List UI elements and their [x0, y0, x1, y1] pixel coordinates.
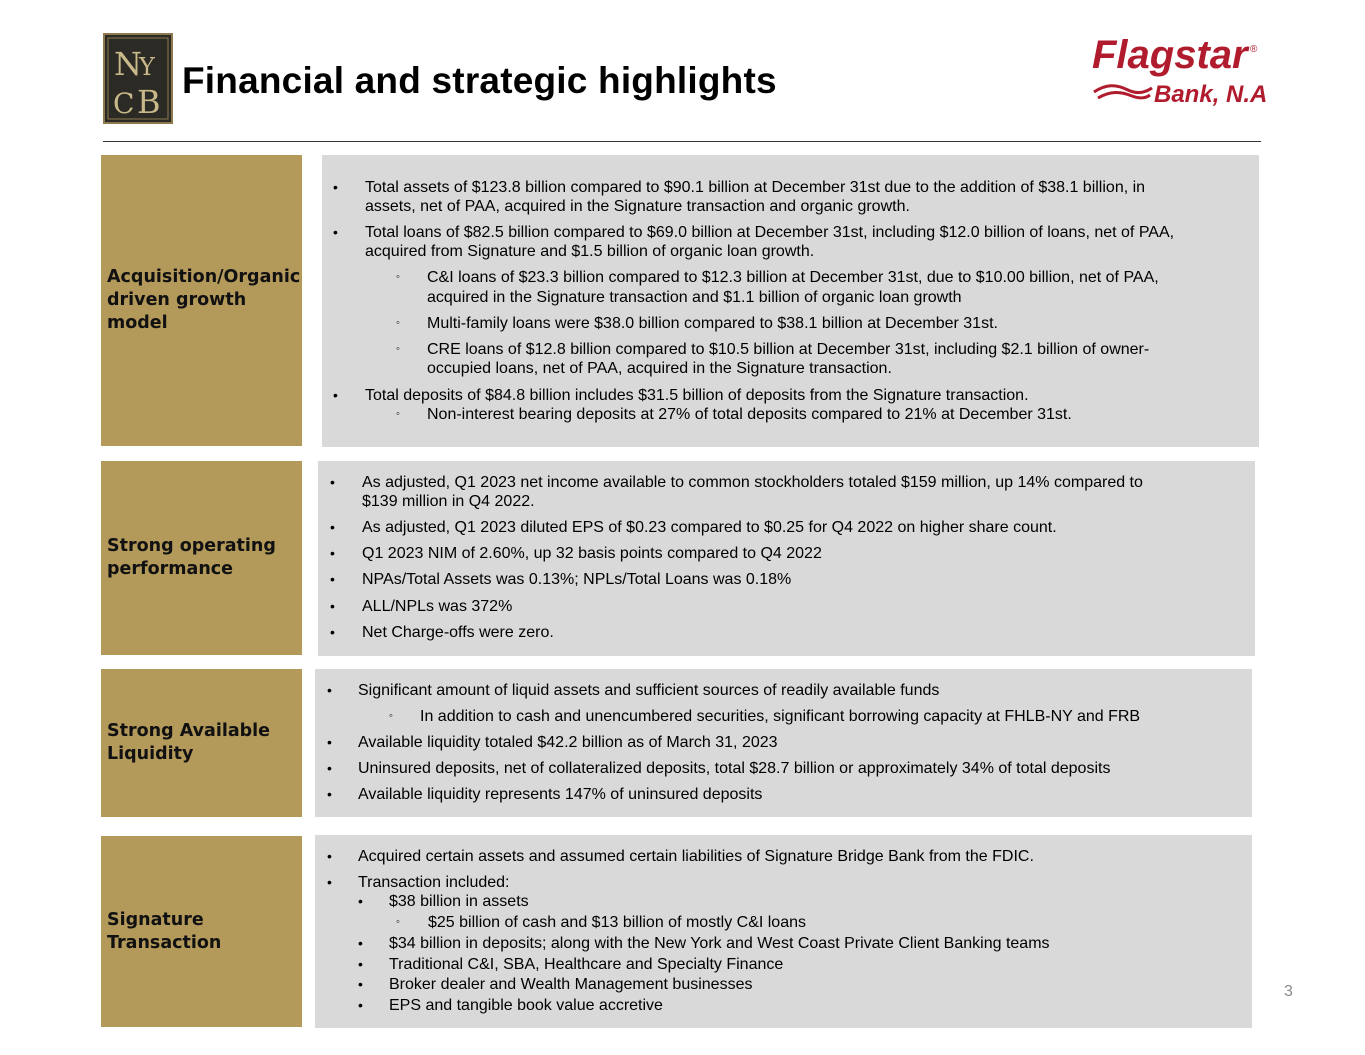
list-item: Traditional C&I, SBA, Healthcare and Specialty Finance: [389, 956, 784, 973]
list-item: Uninsured deposits, net of collateralized deposits, total $28.7 billion or approximately 34% of total deposits: [358, 760, 1111, 777]
section-label-performance: Strong operating performance: [107, 536, 276, 579]
list-item: Total deposits of $84.8 billion includes $31.5 billion of deposits from the Signature transaction.: [365, 387, 1029, 404]
list-item: Q1 2023 NIM of 2.60%, up 32 basis points compared to Q4 2022: [362, 545, 822, 562]
bullet-icon: •: [333, 387, 338, 403]
list-item: C&I loans of $23.3 billion compared to $12.3 billion at December 31st, due to $10.00 billion, net of PAA,: [427, 269, 1159, 286]
list-item: Acquired certain assets and assumed certain liabilities of Signature Bridge Bank from the FDIC.: [358, 848, 1034, 865]
sub-bullet-icon: ◦: [389, 710, 393, 722]
list-item: Multi-family loans were $38.0 billion compared to $38.1 billion at December 31st.: [427, 315, 998, 332]
page-title: Financial and strategic highlights: [182, 60, 777, 101]
bullet-icon: •: [327, 848, 332, 864]
section-label-growth: Acquisition/Organic driven growth model: [107, 267, 301, 333]
svg-text:®: ®: [1250, 44, 1258, 55]
list-item: Non-interest bearing deposits at 27% of total deposits compared to 21% at December 31st.: [427, 406, 1072, 423]
list-item: Broker dealer and Wealth Management businesses: [389, 976, 753, 993]
svg-text:N: N: [114, 45, 142, 83]
bullet-icon: •: [358, 976, 363, 992]
svg-text:Y: Y: [139, 53, 155, 81]
section-label-signature: Signature Transaction: [107, 909, 222, 953]
svg-text:Bank, N.A.: Bank, N.A.: [1154, 81, 1266, 108]
sub-bullet-icon: ◦: [396, 317, 400, 329]
list-item: $34 billion in deposits; along with the New York and West Coast Private Client Banking teams: [389, 935, 1050, 952]
bullet-icon: •: [327, 734, 332, 750]
list-item: $139 million in Q4 2022.: [362, 493, 535, 510]
section-label-box-liquidity: [101, 669, 302, 817]
bullet-icon: •: [358, 935, 363, 951]
bullet-icon: •: [333, 179, 338, 195]
bullet-icon: •: [358, 997, 363, 1013]
bullet-icon: •: [330, 598, 335, 614]
svg-text:C: C: [113, 87, 135, 120]
svg-text:B: B: [137, 83, 161, 121]
list-item: $38 billion in assets: [389, 893, 529, 910]
list-item: Net Charge-offs were zero.: [362, 624, 554, 641]
sub-bullet-icon: ◦: [396, 408, 400, 420]
list-item: $25 billion of cash and $13 billion of mostly C&I loans: [428, 914, 806, 931]
sub-bullet-icon: ◦: [396, 343, 400, 355]
list-item: Available liquidity represents 147% of uninsured deposits: [358, 786, 763, 803]
list-item: occupied loans, net of PAA, acquired in the Signature transaction.: [427, 360, 892, 377]
list-item: In addition to cash and unencumbered securities, significant borrowing capacity at FHLB-NY and FRB: [420, 708, 1141, 725]
list-item: assets, net of PAA, acquired in the Signature transaction and organic growth.: [365, 198, 910, 215]
bullet-icon: •: [330, 571, 335, 587]
section-label-box-performance: [101, 461, 302, 655]
list-item: NPAs/Total Assets was 0.13%; NPLs/Total Loans was 0.18%: [362, 571, 792, 588]
list-item: acquired in the Signature transaction and $1.1 billion of organic loan growth: [427, 289, 962, 306]
svg-text:Flagstar: Flagstar: [1092, 33, 1248, 77]
bullet-icon: •: [327, 874, 332, 890]
list-item: acquired from Signature and $1.5 billion of organic loan growth.: [365, 243, 815, 260]
bullet-icon: •: [330, 519, 335, 535]
page-number: 3: [1284, 983, 1293, 1000]
list-item: EPS and tangible book value accretive: [389, 997, 663, 1014]
bullet-icon: •: [327, 682, 332, 698]
bullet-icon: •: [327, 786, 332, 802]
list-item: Available liquidity totaled $42.2 billion as of March 31, 2023: [358, 734, 778, 751]
list-item: Total assets of $123.8 billion compared to $90.1 billion at December 31st due to the addition of $38.1 billion, in: [365, 179, 1146, 196]
list-item: Significant amount of liquid assets and sufficient sources of readily available funds: [358, 682, 940, 699]
bullet-icon: •: [333, 224, 338, 240]
bullet-icon: •: [330, 624, 335, 640]
section-label-liquidity: Strong Available Liquidity: [107, 721, 271, 764]
list-item: ALL/NPLs was 372%: [362, 598, 513, 615]
list-item: Total loans of $82.5 billion compared to $69.0 billion at December 31st, including $12.0 billion of loans, net of PAA,: [365, 224, 1175, 241]
sub-bullet-icon: ◦: [396, 271, 400, 283]
bullet-icon: •: [330, 545, 335, 561]
list-item: CRE loans of $12.8 billion compared to $10.5 billion at December 31st, including $2.1 billion of owner-: [427, 341, 1150, 358]
sub-bullet-icon: ◦: [396, 916, 400, 928]
bullet-icon: •: [358, 893, 363, 909]
bullet-icon: •: [358, 956, 363, 972]
header-divider: [103, 141, 1261, 142]
bullet-icon: •: [330, 474, 335, 490]
list-item: Transaction included:: [358, 874, 510, 891]
section-label-box-growth: [101, 155, 302, 446]
nycb-logo: [103, 33, 173, 124]
section-label-box-signature: [101, 836, 302, 1027]
list-item: As adjusted, Q1 2023 net income available to common stockholders totaled $159 million, up 14% compared to: [362, 474, 1143, 491]
flagstar-logo: [1088, 30, 1266, 110]
list-item: As adjusted, Q1 2023 diluted EPS of $0.23 compared to $0.25 for Q4 2022 on higher share count.: [362, 519, 1057, 536]
bullet-icon: •: [327, 760, 332, 776]
